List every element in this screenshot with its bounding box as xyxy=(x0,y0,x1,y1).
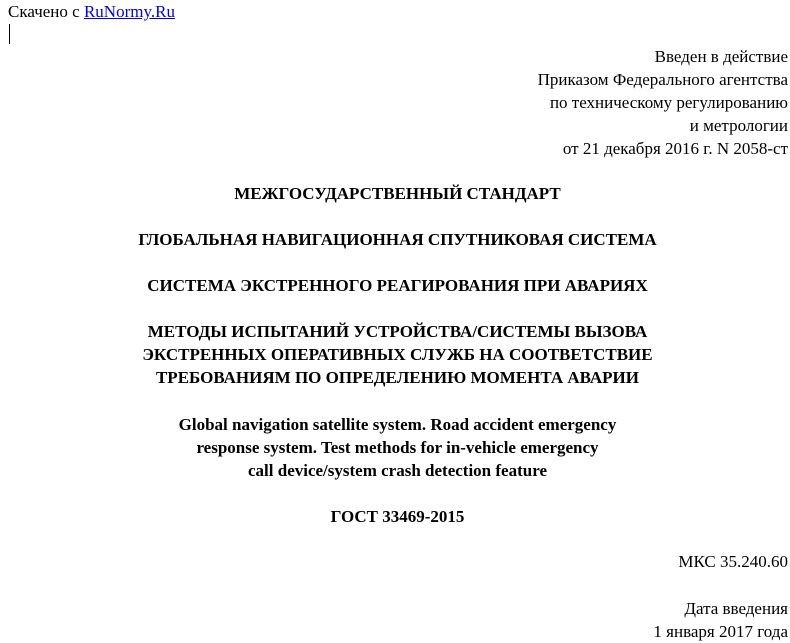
title-test-methods-line: ТРЕБОВАНИЯМ ПО ОПРЕДЕЛЕНИЮ МОМЕНТА АВАРИИ xyxy=(155,368,640,387)
enactment-line: от 21 декабря 2016 г. N 2058-ст xyxy=(562,139,788,158)
gost-code-text: ГОСТ 33469-2015 xyxy=(330,507,465,526)
english-title-line: Global navigation satellite system. Road accident emergency xyxy=(178,415,617,434)
runormy-link[interactable]: RuNormy.Ru xyxy=(83,2,175,21)
enactment-block xyxy=(538,45,788,160)
gost-code xyxy=(0,505,790,528)
text-cursor xyxy=(9,24,10,44)
mks-code: МКС 35.240.60 xyxy=(678,552,788,571)
english-title-line: call device/system crash detection feature xyxy=(248,461,547,480)
enactment-line: по техническому регулированию xyxy=(549,93,788,112)
enactment-line: и метрологии xyxy=(689,116,788,135)
effective-date-label: Дата введения xyxy=(684,599,788,618)
title-gnss xyxy=(0,228,790,251)
english-title xyxy=(0,413,790,482)
effective-date: 1 января 2017 года xyxy=(653,622,788,641)
enactment-line: Приказом Федерального агентства xyxy=(537,70,788,89)
source-prefix: Скачено с xyxy=(8,2,80,21)
title-test-methods-line: ЭКСТРЕННЫХ ОПЕРАТИВНЫХ СЛУЖБ НА СООТВЕТСТВИЕ xyxy=(142,345,653,364)
standard-kind-text: МЕЖГОСУДАРСТВЕННЫЙ СТАНДАРТ xyxy=(234,184,561,203)
title-test-methods xyxy=(0,320,790,389)
source-line xyxy=(8,0,175,23)
english-title-line: response system. Test methods for in-vehicle emergency xyxy=(196,438,599,457)
title-gnss-text: ГЛОБАЛЬНАЯ НАВИГАЦИОННАЯ СПУТНИКОВАЯ СИСТЕМА xyxy=(138,230,657,249)
standard-kind xyxy=(0,182,790,205)
enactment-line: Введен в действие xyxy=(654,47,788,66)
title-test-methods-line: МЕТОДЫ ИСПЫТАНИЙ УСТРОЙСТВА/СИСТЕМЫ ВЫЗОВА xyxy=(147,322,648,341)
title-emergency-system-text: СИСТЕМА ЭКСТРЕННОГО РЕАГИРОВАНИЯ ПРИ АВАРИЯХ xyxy=(147,276,648,295)
title-emergency-system xyxy=(0,274,790,297)
